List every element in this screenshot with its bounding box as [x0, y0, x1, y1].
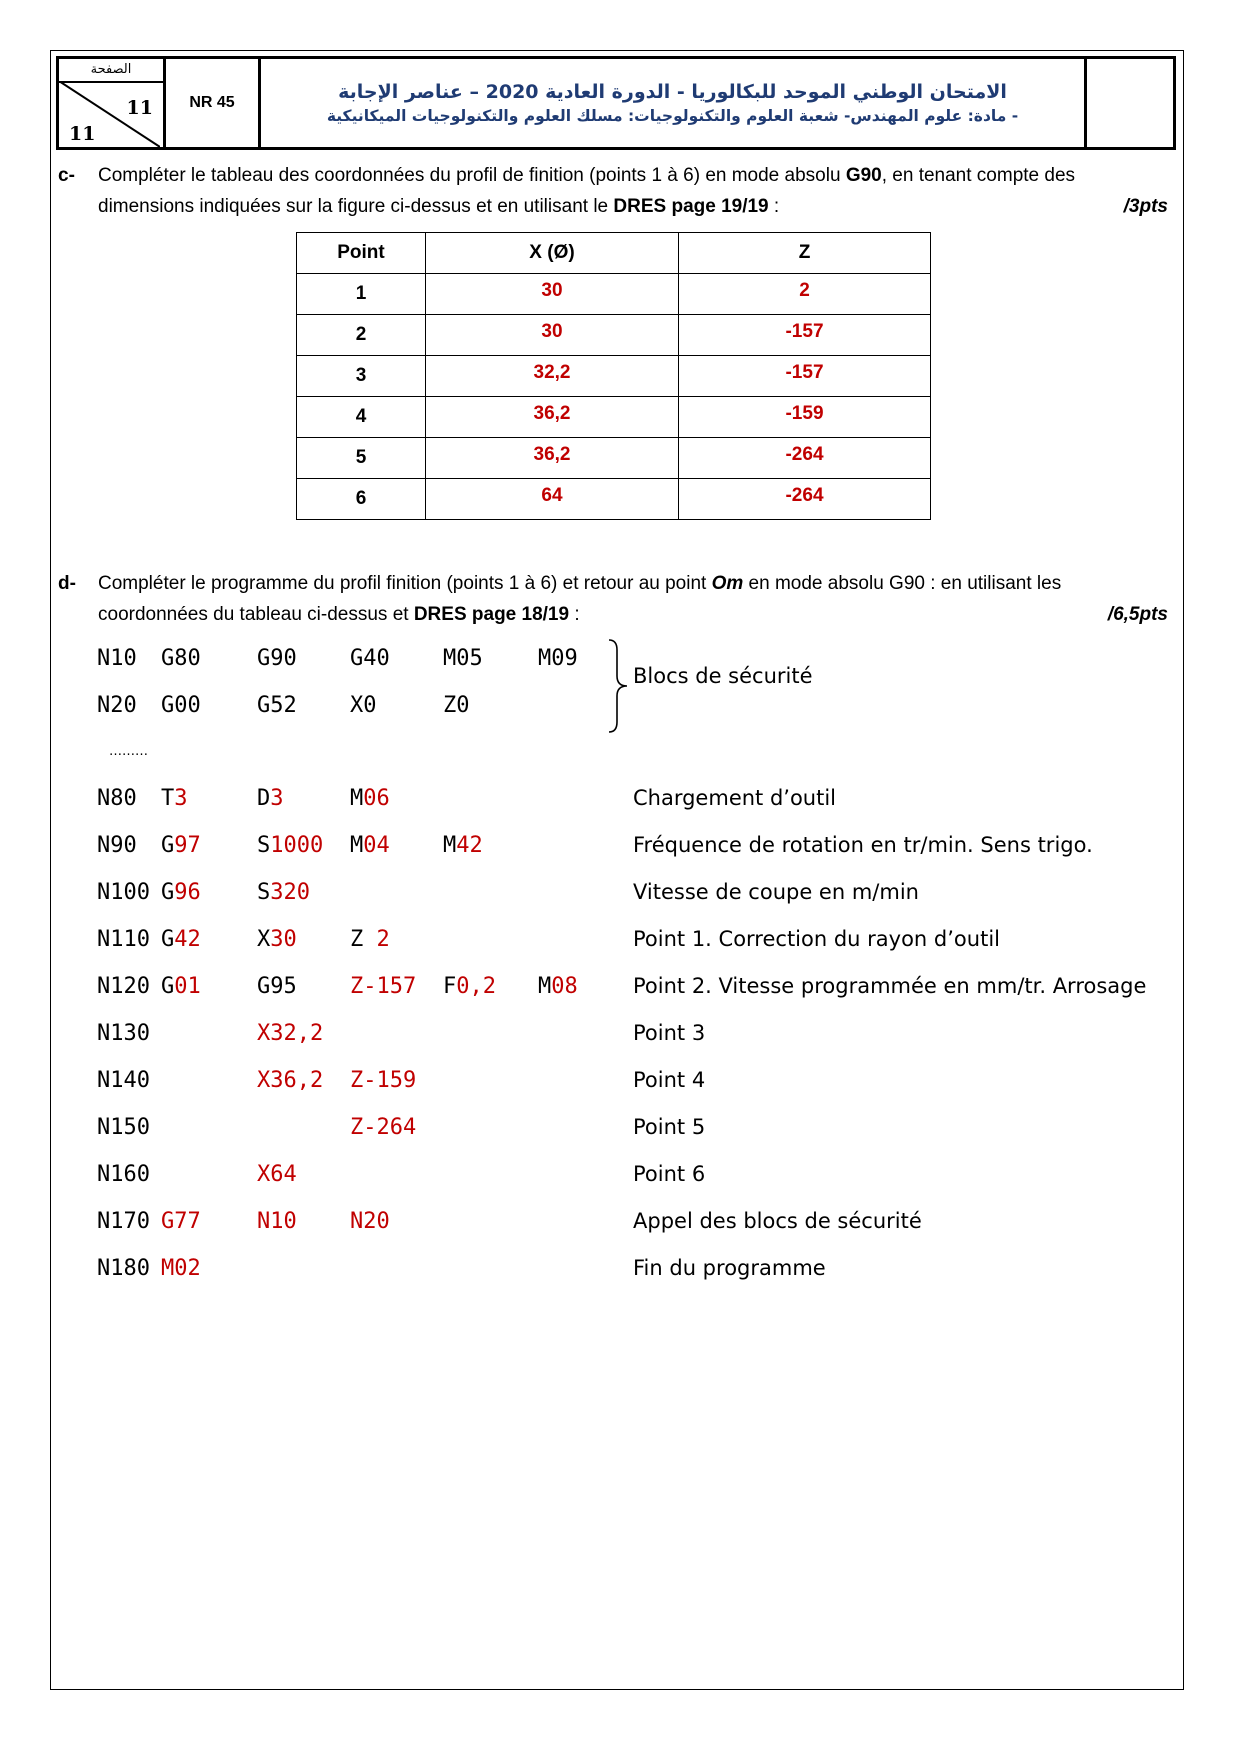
code-letter: S — [257, 880, 271, 905]
block-number: N80 — [97, 786, 137, 811]
cell-z: -157 — [679, 315, 931, 356]
code-word — [257, 927, 297, 952]
question-d-text — [98, 568, 1168, 630]
code-letter: T — [161, 786, 175, 811]
coordinates-table — [296, 232, 931, 520]
code-letter: M — [350, 833, 364, 858]
line-comment: Point 3 — [633, 1021, 706, 1045]
block-number: N180 — [97, 1256, 150, 1281]
cell-x: 64 — [426, 479, 679, 520]
code-answer: X36,2 — [257, 1068, 324, 1093]
block-number: N130 — [97, 1021, 150, 1046]
table-row — [297, 315, 931, 356]
question-c-text-a: Compléter le tableau des coordonnées du profil de finition (points 1 à 6) en mode absolu — [98, 165, 846, 186]
cell-x: 36,2 — [426, 438, 679, 479]
cell-point: 5 — [297, 438, 426, 479]
question-d-dres: DRES page 18/19 — [413, 604, 570, 625]
question-d-text-a: Compléter le programme du profil finition (points 1 à 6) et retour au point — [98, 573, 712, 594]
block-number: N120 — [97, 974, 150, 999]
brace-icon — [605, 636, 633, 736]
code-word: G40 — [350, 646, 390, 671]
line-comment: Chargement d’outil — [633, 786, 837, 810]
exam-title-box — [261, 59, 1087, 147]
line-comment: Point 2. Vitesse programmée en mm/tr. Arrosage — [633, 974, 1147, 998]
exam-title: الامتحان الوطني الموحد للبكالوريا - الدورة العادية 2020 – عناصر الإجابة — [338, 81, 1007, 103]
header-point: Point — [297, 233, 426, 274]
question-d-text-c: : — [569, 604, 580, 625]
code-letter: G — [161, 927, 175, 952]
question-c-text-c: : — [768, 196, 780, 217]
code-letter: M — [538, 974, 552, 999]
block-number: N160 — [97, 1162, 150, 1187]
header-x: X (Ø) — [426, 233, 679, 274]
cell-point: 6 — [297, 479, 426, 520]
code-word: G80 — [161, 646, 201, 671]
table-header-row — [297, 233, 931, 274]
code-answer: Z-264 — [350, 1115, 417, 1140]
cell-point: 4 — [297, 397, 426, 438]
code-letter: D — [257, 786, 271, 811]
block-number: N90 — [97, 833, 137, 858]
cell-z: -264 — [679, 479, 931, 520]
cell-x: 32,2 — [426, 356, 679, 397]
question-c-text — [98, 160, 1168, 222]
code-letter: Z — [350, 927, 364, 952]
table-row — [297, 479, 931, 520]
line-comment: Fréquence de rotation en tr/min. Sens trigo. — [633, 833, 1093, 857]
block-number: N140 — [97, 1068, 150, 1093]
code-answer: 320 — [270, 880, 310, 905]
code-letter: G — [161, 974, 175, 999]
page-current: 11 — [126, 97, 153, 119]
exam-subtitle: - مادة: علوم المهندس- شعبة العلوم والتكنولوجيات: مسلك العلوم والتكنولوجيات الميكانيكية — [326, 107, 1019, 125]
question-c-g90: G90 — [845, 165, 882, 186]
code-answer: 08 — [551, 974, 578, 999]
code-answer: 0,2 — [456, 974, 496, 999]
question-d-om: Om — [711, 573, 744, 594]
cell-x: 30 — [426, 274, 679, 315]
code-word: G00 — [161, 693, 201, 718]
block-number: N20 — [97, 693, 137, 718]
question-c-letter: c- — [58, 165, 75, 186]
question-c — [58, 160, 1168, 222]
code-answer: 06 — [363, 786, 390, 811]
code-answer: 97 — [174, 833, 201, 858]
code-letter: G — [161, 833, 175, 858]
question-c-points: /3pts — [1123, 196, 1168, 217]
omitted-lines-dots: ……… — [109, 744, 148, 759]
code-answer: 42 — [174, 927, 201, 952]
line-comment: Point 6 — [633, 1162, 706, 1186]
line-comment: Vitesse de coupe en m/min — [633, 880, 919, 904]
line-comment: Appel des blocs de sécurité — [633, 1209, 922, 1233]
code-letter: M — [350, 786, 364, 811]
code-word — [350, 833, 390, 858]
code-letter: X — [257, 927, 271, 952]
cell-z: 2 — [679, 274, 931, 315]
page-total: 11 — [69, 123, 96, 145]
code-word: Z0 — [443, 693, 470, 718]
question-c-text-b: , en tenant compte des dimensions indiquées sur la figure ci-dessus et en utilisant le — [98, 165, 1076, 217]
table-row — [297, 397, 931, 438]
code-answer: 2 — [376, 927, 390, 952]
code-answer: N20 — [350, 1209, 390, 1234]
code-answer: N10 — [257, 1209, 297, 1234]
block-number: N170 — [97, 1209, 150, 1234]
code-word — [161, 974, 201, 999]
code-answer: 01 — [174, 974, 201, 999]
header-z: Z — [679, 233, 931, 274]
table-row — [297, 356, 931, 397]
code-word — [538, 974, 578, 999]
question-d-points: /6,5pts — [1107, 604, 1168, 625]
code-answer: 42 — [456, 833, 483, 858]
line-comment: Point 4 — [633, 1068, 706, 1092]
block-number: N100 — [97, 880, 150, 905]
code-word — [161, 927, 201, 952]
code-answer: Z-157 — [350, 974, 417, 999]
header-blank-cell — [1087, 59, 1173, 147]
safety-blocks-label: Blocs de sécurité — [633, 664, 813, 688]
code-word: G95 — [257, 974, 297, 999]
code-answer: Z-159 — [350, 1068, 417, 1093]
code-word — [161, 833, 201, 858]
code-word — [257, 833, 323, 858]
cell-z: -159 — [679, 397, 931, 438]
table-row — [297, 274, 931, 315]
question-d-text-b: en mode absolu G90 : en utilisant les coordonnées du tableau ci-dessus et — [98, 573, 1062, 625]
block-number: N150 — [97, 1115, 150, 1140]
code-answer: 96 — [174, 880, 201, 905]
cell-point: 1 — [297, 274, 426, 315]
code-word — [257, 880, 310, 905]
code-word — [443, 974, 496, 999]
code-word: M09 — [538, 646, 578, 671]
code-word — [257, 786, 284, 811]
question-d-letter: d- — [58, 573, 76, 594]
exam-code: NR 45 — [166, 59, 261, 147]
code-word — [350, 786, 390, 811]
question-d — [58, 568, 1168, 630]
code-answer: G77 — [161, 1209, 201, 1234]
cell-point: 2 — [297, 315, 426, 356]
cell-x: 36,2 — [426, 397, 679, 438]
cell-x: 30 — [426, 315, 679, 356]
block-number: N10 — [97, 646, 137, 671]
cell-point: 3 — [297, 356, 426, 397]
line-comment: Fin du programme — [633, 1256, 826, 1280]
code-answer: M02 — [161, 1256, 201, 1281]
code-answer: X32,2 — [257, 1021, 324, 1046]
table-row — [297, 438, 931, 479]
code-word: X0 — [350, 693, 377, 718]
code-word: G90 — [257, 646, 297, 671]
code-word: G52 — [257, 693, 297, 718]
page-number-box — [59, 59, 166, 147]
cell-z: -264 — [679, 438, 931, 479]
page-label: الصفحة — [59, 59, 163, 83]
code-letter: S — [257, 833, 271, 858]
code-answer: 04 — [363, 833, 390, 858]
line-comment: Point 1. Correction du rayon d’outil — [633, 927, 1000, 951]
code-word — [350, 927, 390, 952]
code-letter: M — [443, 833, 457, 858]
code-answer: X64 — [257, 1162, 297, 1187]
code-word — [161, 786, 188, 811]
code-letter: G — [161, 880, 175, 905]
block-number: N110 — [97, 927, 150, 952]
line-comment: Point 5 — [633, 1115, 706, 1139]
code-letter: F — [443, 974, 457, 999]
question-c-dres: DRES page 19/19 — [613, 196, 769, 217]
code-word — [443, 833, 483, 858]
code-answer: 1000 — [270, 833, 324, 858]
code-answer: 3 — [174, 786, 188, 811]
code-word — [161, 880, 201, 905]
code-answer: 30 — [270, 927, 297, 952]
cell-z: -157 — [679, 356, 931, 397]
code-word: M05 — [443, 646, 483, 671]
exam-header — [56, 56, 1176, 150]
code-answer: 3 — [270, 786, 284, 811]
